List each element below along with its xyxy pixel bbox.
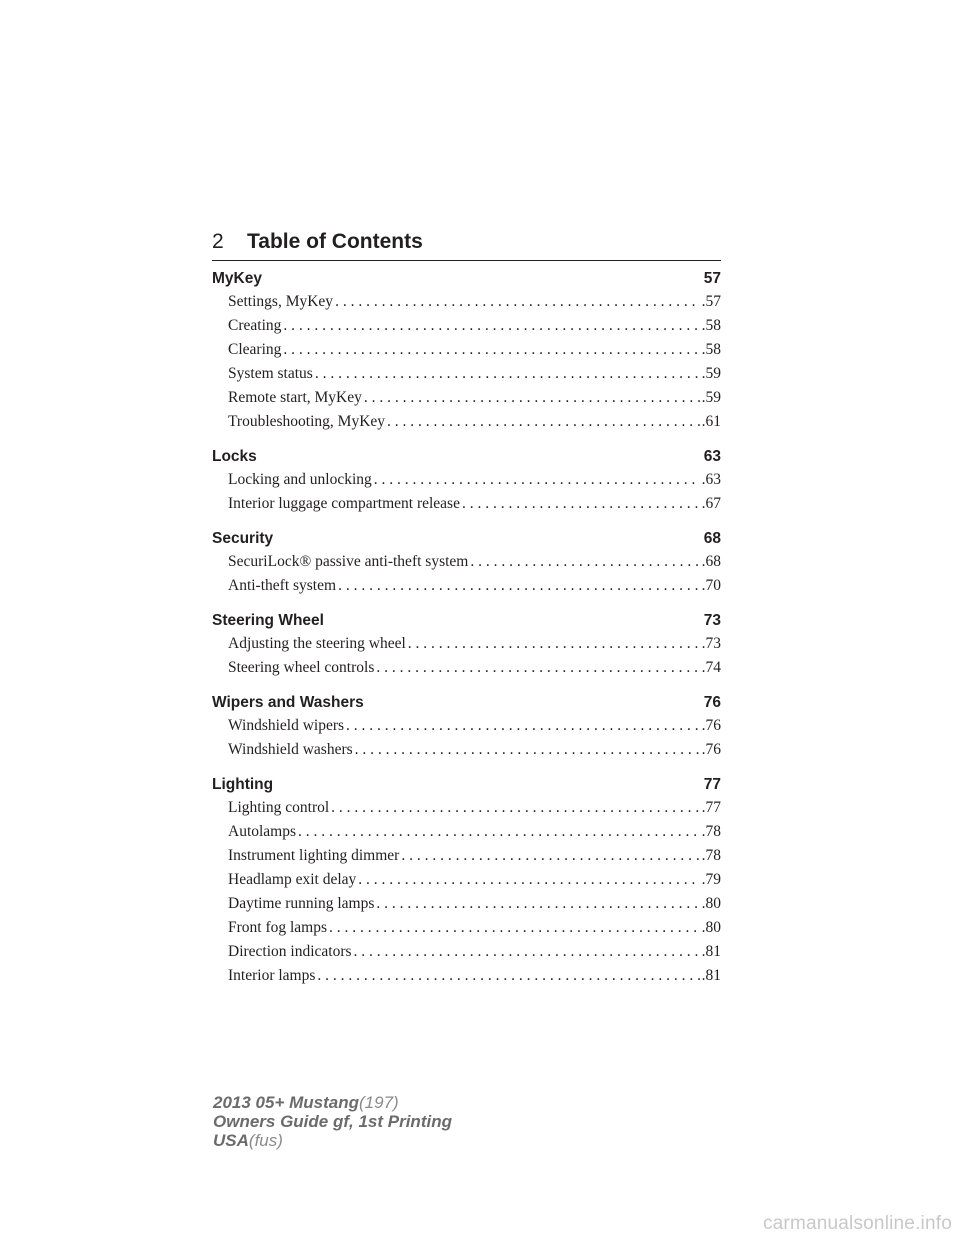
toc-entry[interactable] — [212, 844, 721, 868]
footer-edition: Owners Guide gf, 1st Printing — [213, 1112, 452, 1131]
dot-leader — [329, 916, 700, 940]
dot-leader — [374, 468, 700, 492]
dot-leader — [315, 362, 700, 386]
footer-page-code: (197) — [359, 1093, 399, 1112]
page-header — [212, 226, 721, 261]
section-heading[interactable] — [212, 446, 721, 468]
footer-market-code: (fus) — [248, 1131, 283, 1150]
entry-title: Creating — [228, 317, 282, 334]
entry-page: .70 — [701, 577, 721, 594]
section-page: 57 — [703, 270, 721, 287]
entry-page: .63 — [701, 471, 721, 488]
section-heading[interactable] — [212, 692, 721, 714]
footer-line-2 — [213, 1112, 452, 1131]
section-page: 73 — [703, 612, 721, 629]
toc-section — [212, 774, 721, 988]
entry-page: .78 — [701, 823, 721, 840]
toc-entry[interactable] — [212, 314, 721, 338]
dot-leader — [283, 314, 699, 338]
toc-entry[interactable] — [212, 410, 721, 434]
dot-leader — [376, 656, 699, 680]
toc-entry[interactable] — [212, 574, 721, 598]
entry-title: Adjusting the steering wheel — [228, 635, 406, 652]
entry-title: Steering wheel controls — [228, 659, 375, 676]
section-page: 68 — [703, 530, 721, 547]
entry-title: SecuriLock® passive anti-theft system — [228, 553, 469, 570]
entry-title: Front fog lamps — [228, 919, 328, 936]
dot-leader — [470, 550, 699, 574]
dot-leader — [376, 892, 699, 916]
toc-entry[interactable] — [212, 892, 721, 916]
watermark: carmanualsonline.info — [762, 1213, 952, 1234]
section-page: 77 — [703, 776, 721, 793]
entry-page: .76 — [701, 741, 721, 758]
entry-title: Troubleshooting, MyKey — [228, 413, 386, 430]
dot-leader — [317, 964, 699, 988]
dot-leader — [346, 714, 700, 738]
toc-entry[interactable] — [212, 940, 721, 964]
entry-title: Headlamp exit delay — [228, 871, 357, 888]
entry-title: Instrument lighting dimmer — [228, 847, 400, 864]
print-footer — [213, 1093, 452, 1150]
entry-page: .81 — [701, 967, 721, 984]
entry-page: .80 — [701, 895, 721, 912]
entry-page: .81 — [701, 943, 721, 960]
toc-entry[interactable] — [212, 492, 721, 516]
toc-entry[interactable] — [212, 338, 721, 362]
footer-line-3 — [213, 1131, 452, 1150]
toc-entry[interactable] — [212, 916, 721, 940]
toc-entry[interactable] — [212, 656, 721, 680]
entry-title: Settings, MyKey — [228, 293, 334, 310]
section-heading[interactable] — [212, 774, 721, 796]
dot-leader — [335, 290, 700, 314]
entry-page: .77 — [701, 799, 721, 816]
entry-title: Interior lamps — [228, 967, 316, 984]
entry-title: System status — [228, 365, 313, 382]
entry-page: .73 — [701, 635, 721, 652]
section-heading[interactable] — [212, 268, 721, 290]
dot-leader — [354, 940, 700, 964]
toc-entry[interactable] — [212, 550, 721, 574]
toc-entry[interactable] — [212, 632, 721, 656]
entry-page: .59 — [701, 365, 721, 382]
entry-page: .78 — [701, 847, 721, 864]
dot-leader — [408, 632, 700, 656]
entry-title: Lighting control — [228, 799, 330, 816]
page-title: Table of Contents — [247, 230, 423, 253]
toc-entry[interactable] — [212, 964, 721, 988]
dot-leader — [338, 574, 700, 598]
section-title: Lighting — [212, 776, 274, 793]
toc-section — [212, 692, 721, 762]
toc-entry[interactable] — [212, 386, 721, 410]
footer-line-1 — [213, 1093, 452, 1112]
toc-section — [212, 610, 721, 680]
entry-page: .61 — [701, 413, 721, 430]
section-title: Steering Wheel — [212, 612, 324, 629]
dot-leader — [298, 820, 700, 844]
entry-page: .74 — [701, 659, 721, 676]
entry-title: Autolamps — [228, 823, 297, 840]
footer-market: USA — [213, 1131, 249, 1150]
entry-title: Direction indicators — [228, 943, 352, 960]
section-page: 76 — [703, 694, 721, 711]
dot-leader — [358, 868, 699, 892]
toc-entry[interactable] — [212, 738, 721, 762]
entry-title: Windshield washers — [228, 741, 353, 758]
entry-page: .58 — [701, 341, 721, 358]
entry-page: .59 — [701, 389, 721, 406]
toc-entry[interactable] — [212, 468, 721, 492]
entry-page: .68 — [701, 553, 721, 570]
dot-leader — [387, 410, 700, 434]
section-title: MyKey — [212, 270, 262, 287]
entry-page: .57 — [701, 293, 721, 310]
toc-entry[interactable] — [212, 290, 721, 314]
entry-title: Windshield wipers — [228, 717, 345, 734]
section-title: Security — [212, 530, 274, 547]
section-heading[interactable] — [212, 610, 721, 632]
entry-title: Remote start, MyKey — [228, 389, 362, 406]
entry-title: Locking and unlocking — [228, 471, 372, 488]
dot-leader — [283, 338, 699, 362]
dot-leader — [462, 492, 700, 516]
toc-section — [212, 528, 721, 598]
toc-entry[interactable] — [212, 362, 721, 386]
section-title: Wipers and Washers — [212, 694, 364, 711]
entry-page: .80 — [701, 919, 721, 936]
entry-page: .58 — [701, 317, 721, 334]
dot-leader — [364, 386, 700, 410]
dot-leader — [401, 844, 699, 868]
toc-entry[interactable] — [212, 868, 721, 892]
entry-page: .67 — [701, 495, 721, 512]
section-title: Locks — [212, 448, 257, 465]
entry-title: Clearing — [228, 341, 282, 358]
section-heading[interactable] — [212, 528, 721, 550]
toc-section — [212, 268, 721, 434]
footer-model: 2013 05+ Mustang — [213, 1093, 359, 1112]
toc-entry[interactable] — [212, 714, 721, 738]
entry-page: .79 — [701, 871, 721, 888]
page-number: 2 — [212, 230, 224, 253]
entry-page: .76 — [701, 717, 721, 734]
entry-title: Daytime running lamps — [228, 895, 375, 912]
toc-entry[interactable] — [212, 796, 721, 820]
entry-title: Anti-theft system — [228, 577, 337, 594]
toc-entry[interactable] — [212, 820, 721, 844]
toc-section — [212, 446, 721, 516]
dot-leader — [355, 738, 700, 762]
dot-leader — [331, 796, 699, 820]
section-page: 63 — [703, 448, 721, 465]
entry-title: Interior luggage compartment release — [228, 495, 460, 512]
table-of-contents — [212, 268, 721, 1000]
